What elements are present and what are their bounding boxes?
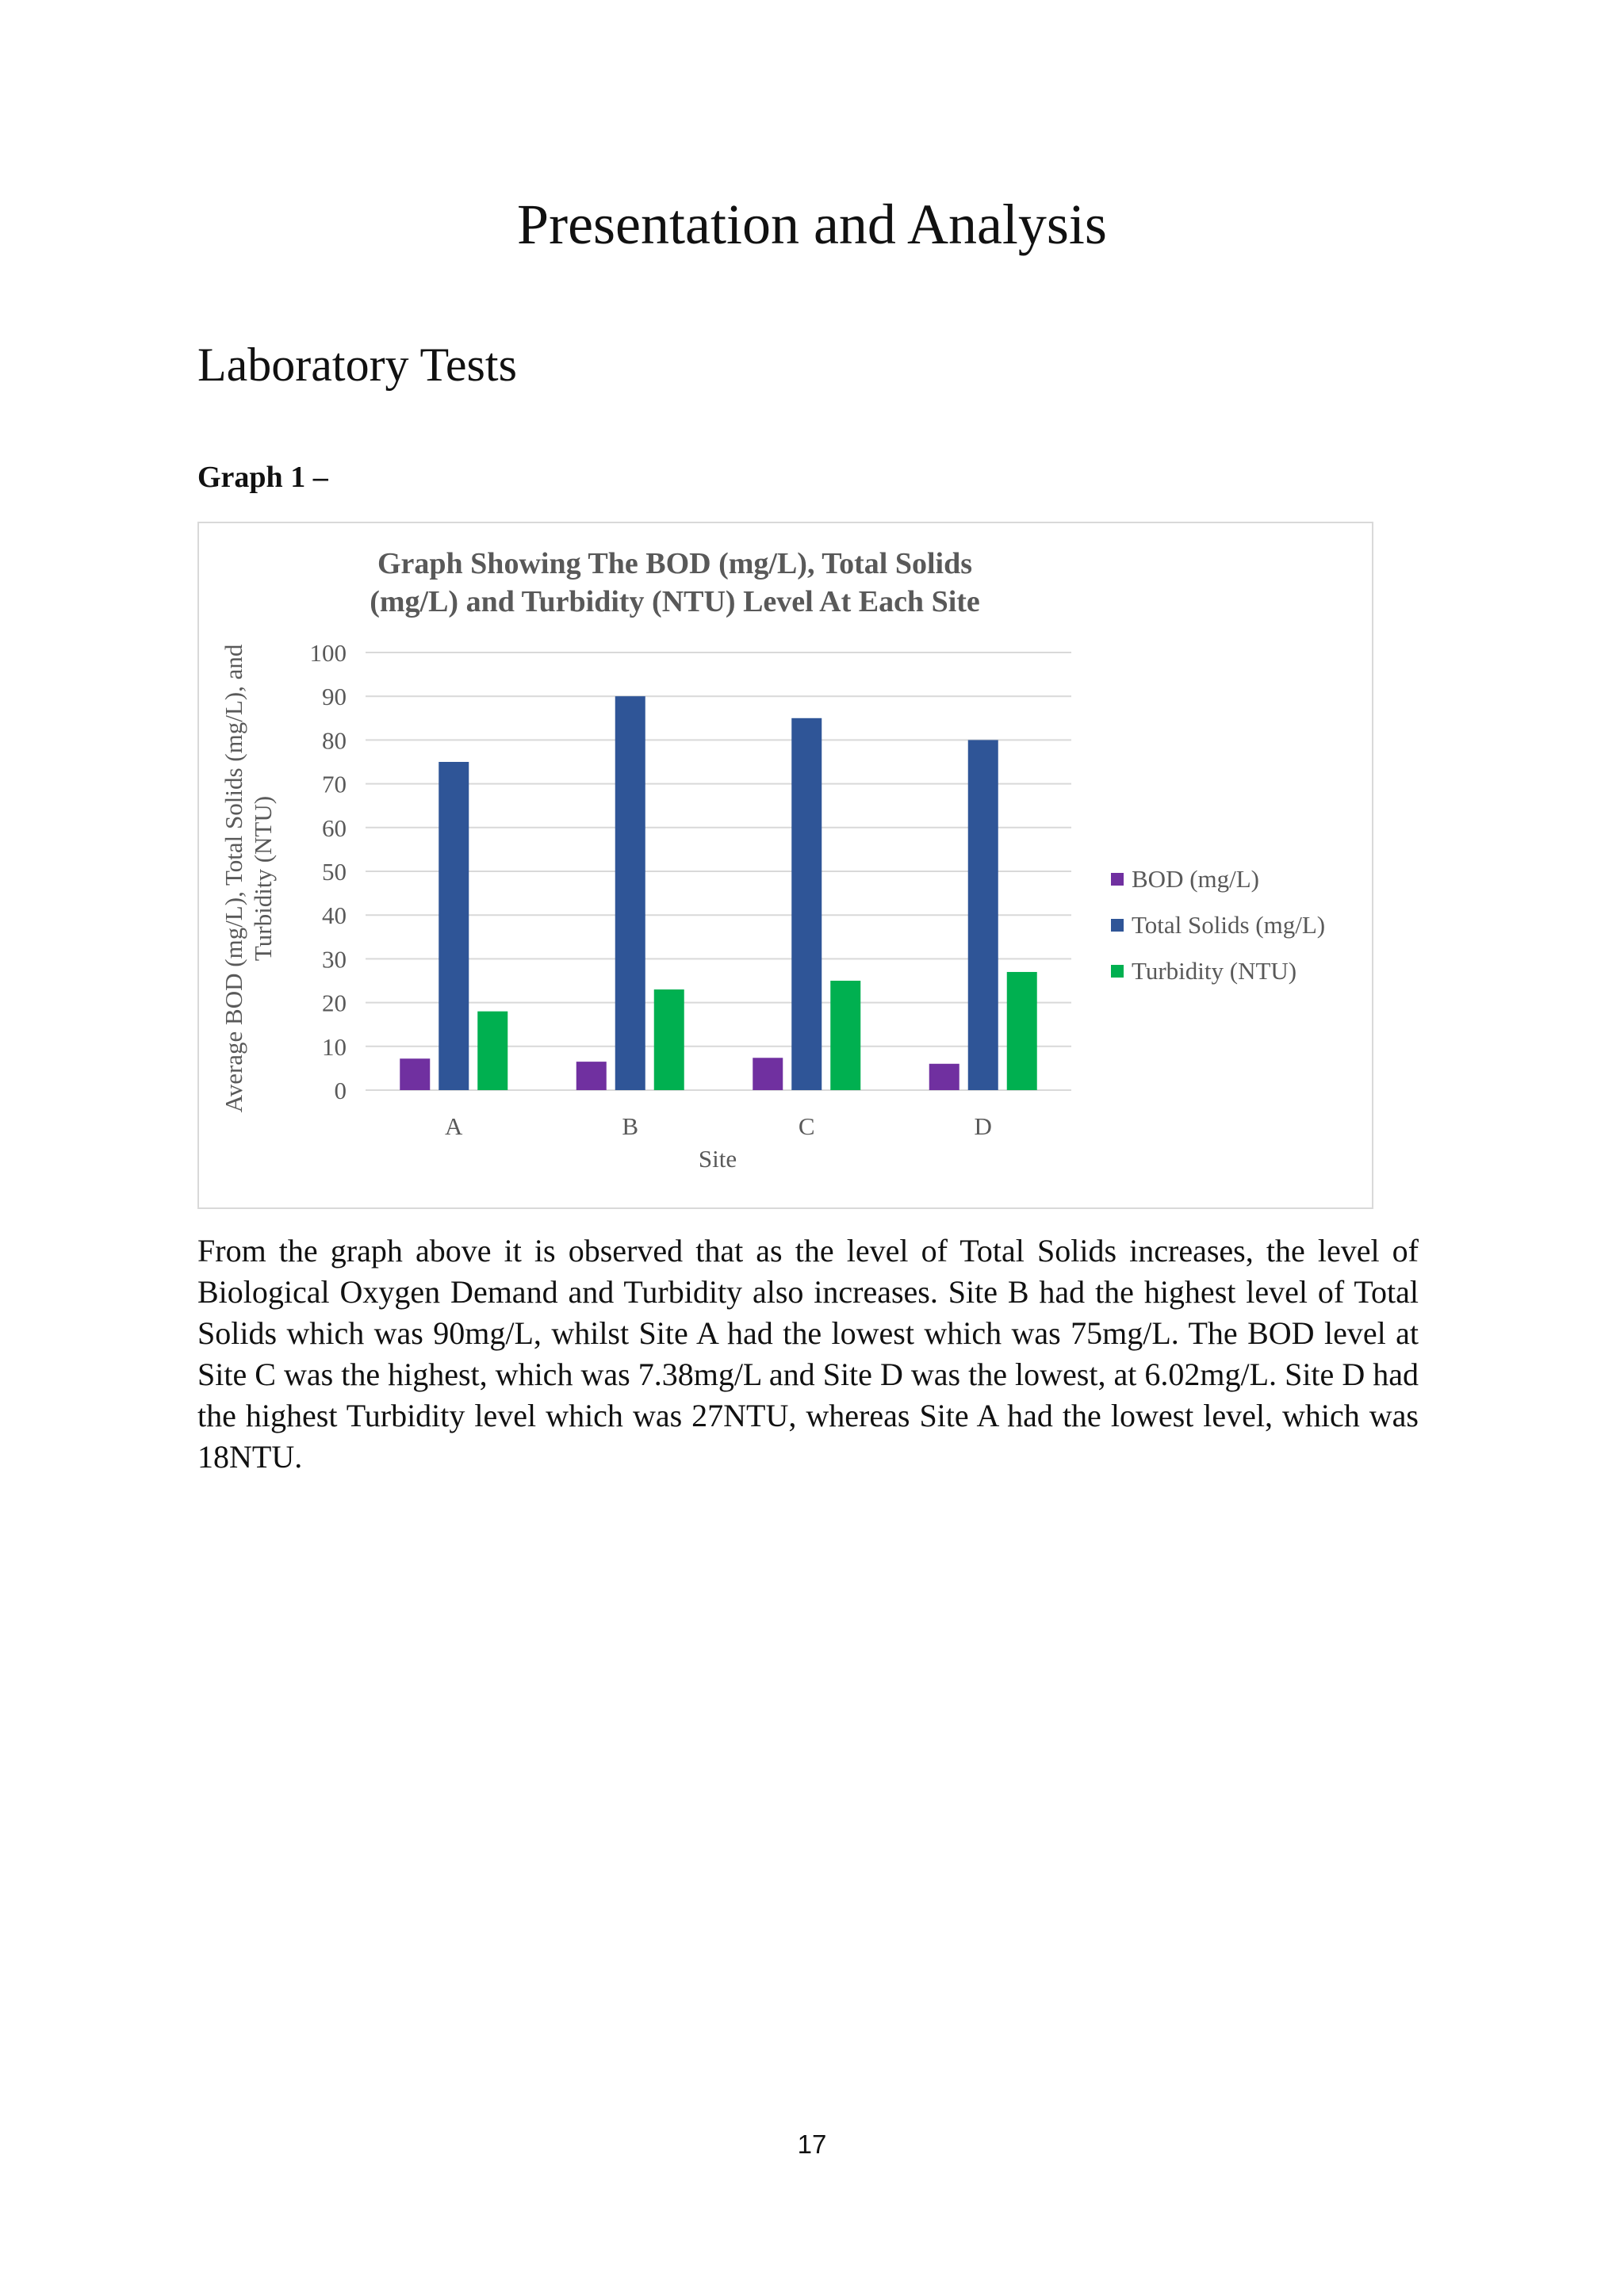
legend xyxy=(1111,856,1325,994)
legend-item xyxy=(1111,856,1325,902)
gridlines xyxy=(366,652,1071,1090)
y-tick-label: 60 xyxy=(322,813,347,842)
y-tick-label: 50 xyxy=(322,858,347,886)
legend-label: Turbidity (NTU) xyxy=(1132,957,1297,985)
bar-d-turbidity-ntu xyxy=(1007,972,1037,1090)
legend-swatch xyxy=(1111,919,1124,932)
y-tick-label: 80 xyxy=(322,726,347,755)
y-tick-label: 30 xyxy=(322,945,347,974)
bar-b-total-solids-mg-l xyxy=(615,696,645,1090)
x-axis-title: Site xyxy=(698,1145,737,1173)
bar-c-total-solids-mg-l xyxy=(791,718,822,1090)
bar-a-total-solids-mg-l xyxy=(439,762,469,1090)
x-tick-label: A xyxy=(445,1112,463,1140)
y-axis-title: Average BOD (mg/L), Total Solids (mg/L), and Turbidity (NTU) xyxy=(219,644,277,1113)
analysis-paragraph: From the graph above it is observed that as the level of Total Solids increases, the level of Biological Oxygen Demand and Turbidity also increases. Site B had the highest level of Total Solids which was 90mg/L, whilst Site A had the lowest which was 75mg/L. The BOD level at Site C was the highest, which was 7.38mg/L and Site D was the lowest, at 6.02mg/L. Site D had the highest Turbidity level which was 27NTU, whereas Site A had the lowest level, which was 18NTU. xyxy=(197,1233,1419,1475)
bar-c-turbidity-ntu xyxy=(830,981,860,1090)
graph-label: Graph 1 – xyxy=(197,461,328,494)
page-title: Presentation and Analysis xyxy=(517,193,1107,256)
bar-c-bod-mg-l xyxy=(753,1058,783,1090)
legend-swatch xyxy=(1111,873,1124,886)
legend-item xyxy=(1111,948,1325,994)
bar-d-total-solids-mg-l xyxy=(968,740,998,1090)
section-heading: Laboratory Tests xyxy=(197,339,517,391)
x-tick-label: D xyxy=(974,1112,992,1140)
bar-a-turbidity-ntu xyxy=(477,1012,508,1090)
legend-swatch xyxy=(1111,965,1124,978)
bar-b-bod-mg-l xyxy=(576,1062,607,1090)
y-tick-label: 70 xyxy=(322,770,347,798)
legend-label: Total Solids (mg/L) xyxy=(1132,911,1326,939)
bar-a-bod-mg-l xyxy=(400,1058,430,1090)
x-tick-label: B xyxy=(622,1112,639,1140)
page-number: 17 xyxy=(797,2130,827,2159)
x-tick-labels xyxy=(445,1112,992,1140)
legend-label: BOD (mg/L) xyxy=(1132,865,1260,893)
chart-frame xyxy=(197,522,1373,1209)
y-tick-label: 100 xyxy=(309,639,347,667)
bars xyxy=(400,696,1037,1090)
y-tick-label: 20 xyxy=(322,989,347,1017)
bar-d-bod-mg-l xyxy=(929,1064,959,1090)
y-tick-label: 90 xyxy=(322,683,347,711)
y-tick-label: 0 xyxy=(334,1077,347,1104)
legend-item xyxy=(1111,902,1325,948)
x-tick-label: C xyxy=(798,1112,815,1140)
bar-b-turbidity-ntu xyxy=(654,989,684,1090)
y-tick-label: 40 xyxy=(322,901,347,930)
y-tick-labels xyxy=(310,639,347,1104)
y-tick-label: 10 xyxy=(322,1032,347,1061)
chart-title: Graph Showing The BOD (mg/L), Total Solids (mg/L) and Turbidity (NTU) Level At Each Site xyxy=(370,547,980,618)
